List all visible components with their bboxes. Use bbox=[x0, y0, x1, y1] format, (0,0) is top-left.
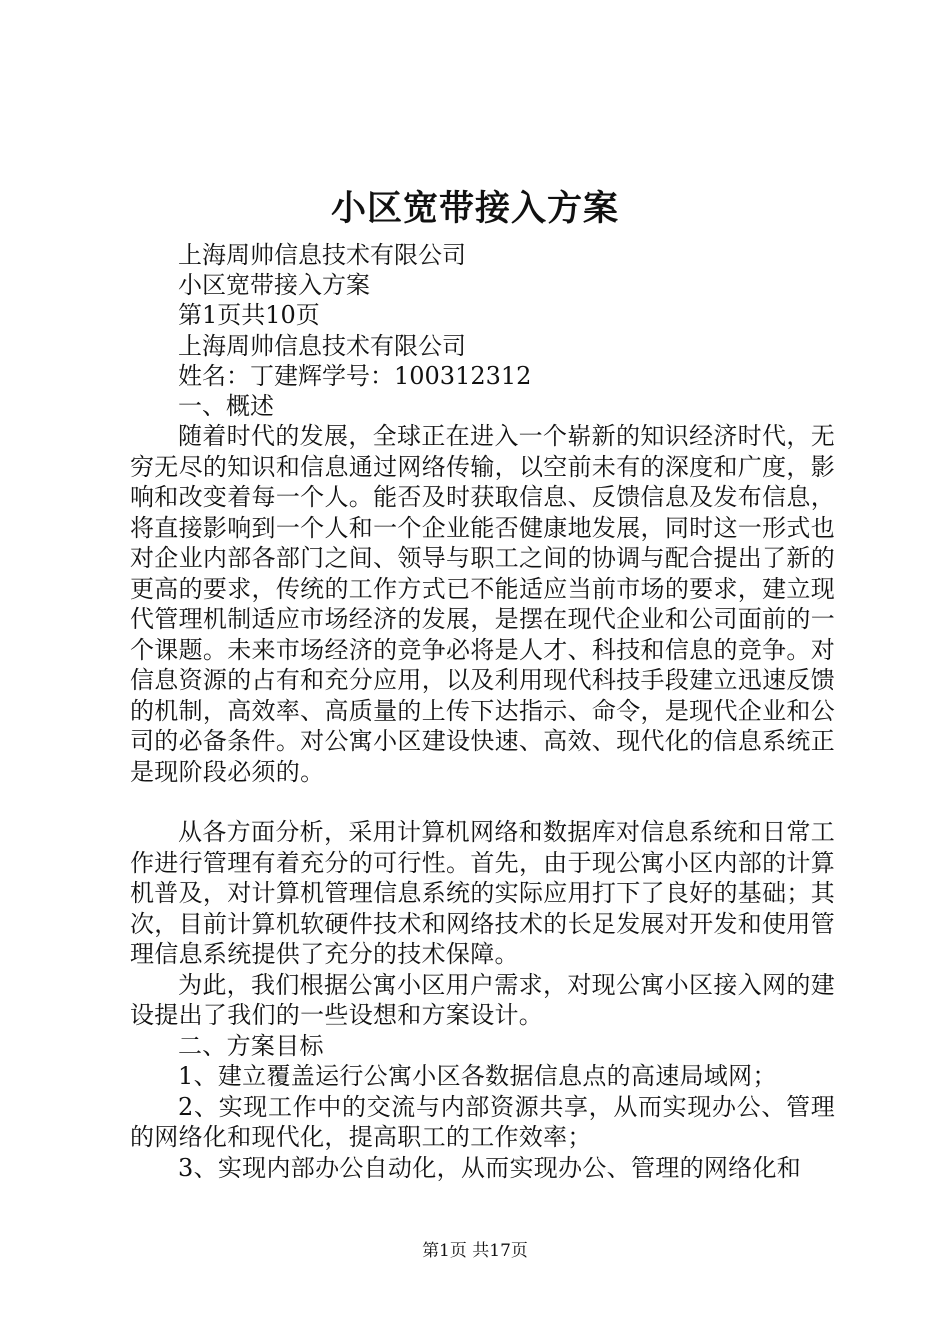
document-title: 小区宽带接入方案 bbox=[330, 188, 619, 229]
goal-item-3: 3、实现内部办公自动化，从而实现办公、管理的网络化和 bbox=[178, 1153, 802, 1182]
document-body bbox=[130, 421, 835, 1183]
goal-item-2: 2、实现工作中的交流与内部资源共享，从而实现办公、管理的网络化和现代化，提高职工的工作效率； bbox=[130, 1092, 835, 1151]
paragraph-proposal: 为此，我们根据公寓小区用户需求，对现公寓小区接入网的建设提出了我们的一些设想和方案设计。 bbox=[130, 970, 835, 1029]
author-line: 姓名：丁建辉学号：100312312 bbox=[178, 362, 532, 390]
company-name: 上海周帅信息技术有限公司 bbox=[178, 241, 466, 269]
section-heading-goals: 二、方案目标 bbox=[178, 1031, 324, 1060]
subtitle: 小区宽带接入方案 bbox=[178, 271, 370, 299]
page-count-line: 第1页共10页 bbox=[178, 301, 320, 329]
section-heading-overview: 一、概述 bbox=[178, 392, 274, 420]
goal-item-1: 1、建立覆盖运行公寓小区各数据信息点的高速局域网； bbox=[178, 1062, 777, 1090]
page-footer: 第1页 共17页 bbox=[422, 1241, 528, 1261]
company-name-repeat: 上海周帅信息技术有限公司 bbox=[178, 332, 466, 360]
paragraph-analysis: 从各方面分析，采用计算机网络和数据库对信息系统和日常工作进行管理有着充分的可行性。首先，由于现公寓小区内部的计算机普及，对计算机管理信息系统的实际应用打下了良好的基础；其次，目前计算机软硬件技术和网络技术的长足发展对开发和使用管理信息系统提供了充分的技术保障。 bbox=[130, 818, 835, 968]
paragraph-overview: 随着时代的发展，全球正在进入一个崭新的知识经济时代，无穷无尽的知识和信息通过网络传输，以空前未有的深度和广度，影响和改变着每一个人。能否及时获取信息、反馈信息及发布信息，将直接影响到一个人和一个企业能否健康地发展，同时这一形式也对企业内部各部门之间、领导与职工之间的协调与配合提出了新的更高的要求，传统的工作方式已不能适应当前市场的要求，建立现代管理机制适应市场经济的发展，是摆在现代企业和公司面前的一个课题。未来市场经济的竞争必将是人才、科技和信息的竞争。对信息资源的占有和充分应用，以及利用现代科技手段建立迅速反馈的机制，高效率、高质量的上传下达指示、命令，是现代企业和公司的必备条件。对公寓小区建设快速、高效、现代化的信息系统正是现阶段必须的。 bbox=[130, 422, 835, 786]
